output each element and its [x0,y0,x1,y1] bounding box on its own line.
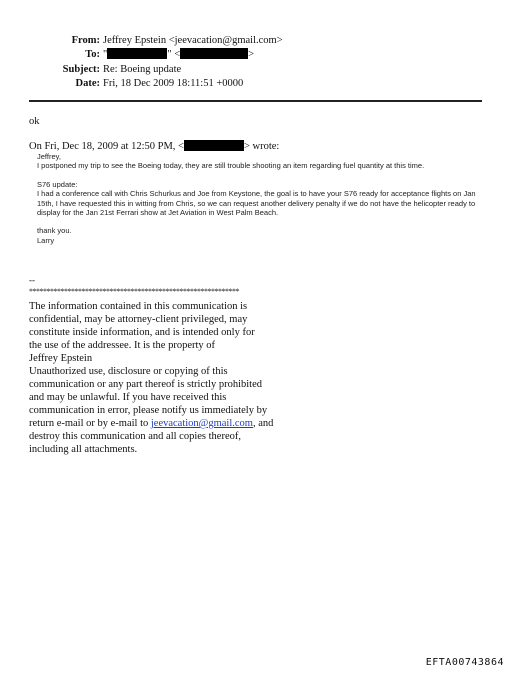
quote-intro [29,140,279,152]
disclaimer-line: communication in error, please notify us immediately by [29,405,268,416]
email-header [0,34,512,92]
quoted-signature: Larry [37,235,55,245]
quoted-thanks: thank you. [37,226,72,236]
email-link[interactable]: jeevacation@gmail.com [150,418,253,429]
disclaimer-line: constitute inside information, and is intended only for [29,327,255,338]
date-label: Date: [75,78,100,90]
disclaimer-line: The information contained in this communication is [29,301,248,312]
quote-intro-after: > wrote: [243,141,280,152]
disclaimer-line: confidential, may be attorney-client privileged, may [29,314,248,325]
quoted-message [37,152,487,254]
date-value: Fri, 18 Dec 2009 18:11:51 +0000 [103,78,244,90]
quoted-s76-body: I had a conference call with Chris Schurkus and Joe from Keystone, the goal is to have your S76 ready for acceptance flights on Jan 15th, I have requested this in witting from Chris, so we can request another delivery penalty if we do not have the helicopter ready to display for the Jan 21st Ferrari show at Jet Aviation in West Palm Beach. [37,189,476,218]
redaction-box [180,48,248,59]
asterisk-separator: ************************************************************ [29,288,239,296]
disclaimer-line: Jeffrey Epstein [29,353,93,364]
to-close: > [248,49,255,61]
from-row [0,34,512,48]
subject-label: Subject: [62,63,100,75]
confidentiality-disclaimer [29,300,294,456]
redaction-box [107,48,167,59]
to-label: To: [85,49,100,61]
quoted-s76-heading: S76 update: [37,179,78,189]
subject-value: Re: Boeing update [103,63,182,75]
quote-intro-before: On Fri, Dec 18, 2009 at 12:50 PM, < [29,141,184,152]
redaction-box [184,140,244,151]
disclaimer-line: including all attachments. [29,444,138,455]
disclaimer-text: return e-mail or by e-mail to [29,418,151,429]
disclaimer-line [29,417,294,430]
header-divider [29,100,482,102]
disclaimer-line: destroy this communication and all copies thereof, [29,431,241,442]
signature-separator: -- [29,275,35,285]
subject-row [0,63,512,77]
disclaimer-line: communication or any part thereof is strictly prohibited [29,379,262,390]
disclaimer-line: Unauthorized use, disclosure or copying of this [29,366,228,377]
disclaimer-line: and may be unlawful. If you have received this [29,392,227,403]
from-label: From: [71,35,100,46]
quoted-s76 [37,180,487,218]
quoted-greeting [37,152,487,171]
to-row [0,48,512,62]
quoted-line1: I postponed my trip to see the Boeing today, they are still trouble shooting an item regarding fuel quantity at this time. [37,161,425,171]
to-value [103,48,254,62]
date-row [0,77,512,91]
quoted-salutation: Jeffrey, [37,152,61,161]
disclaimer-text: , and [252,418,274,429]
to-mid: " < [167,49,181,61]
to-open-quote: " [103,49,108,61]
bates-number: EFTA00743864 [425,657,504,668]
quoted-closing [37,226,487,245]
from-value: Jeffrey Epstein <jeevacation@gmail.com> [103,35,283,46]
disclaimer-line: the use of the addressee. It is the property of [29,340,216,351]
reply-text: ok [29,116,40,127]
